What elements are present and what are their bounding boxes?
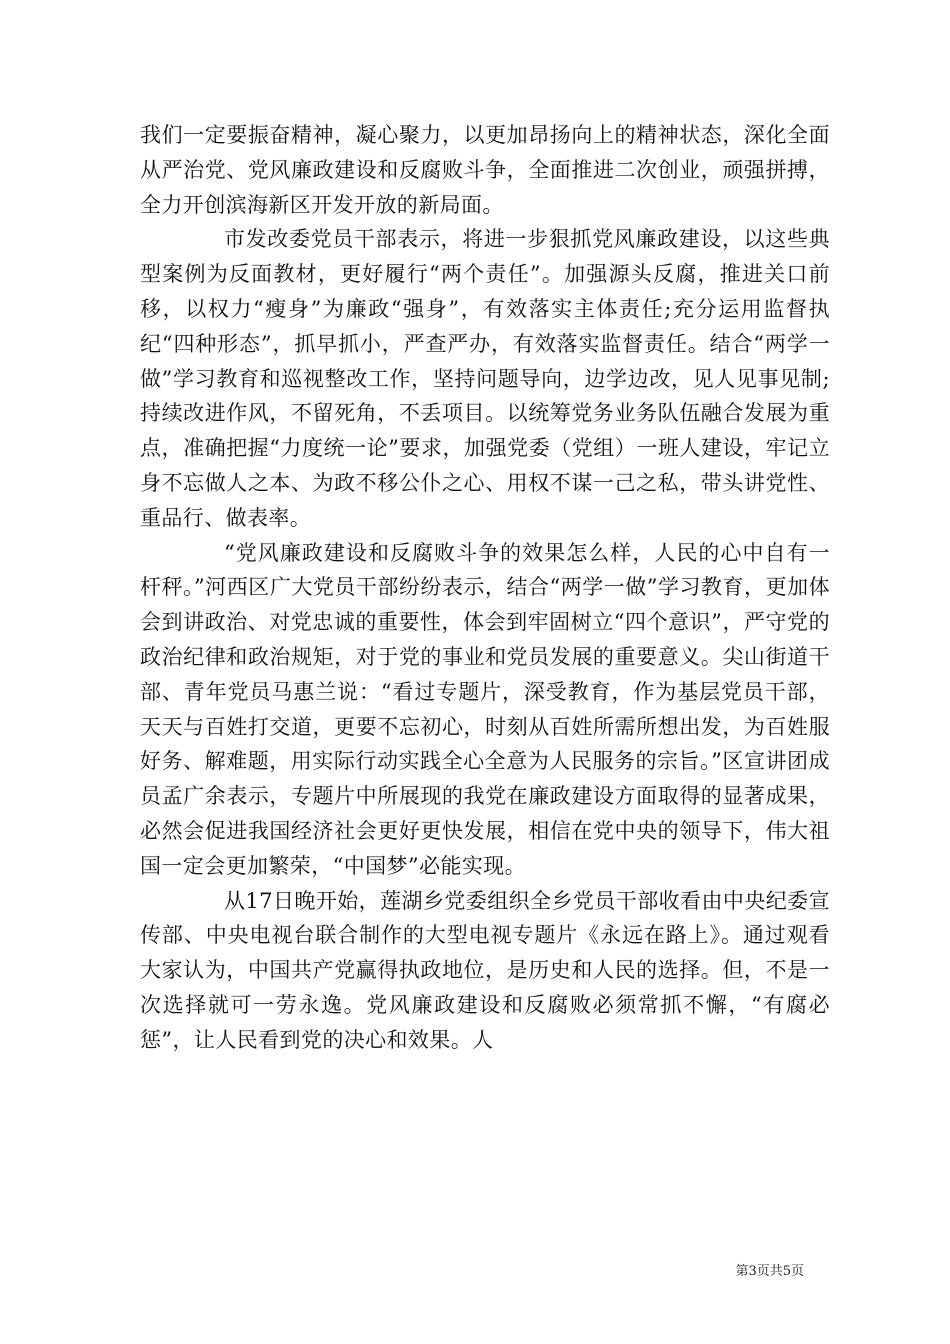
paragraph-3: “党风廉政建设和反腐败斗争的效果怎么样，人民的心中自有一杆秤。”河西区广大党员干部纷纷表示，结合“两学一做”学习教育，更加体会到讲政治、对党忠诚的重要性，体会到牢固树立“四个意识”，严守党的政治纪律和政治规矩，对于党的事业和党员发展的重要意义。尖山街道干部、青年党员马惠兰说：“看过专题片，深受教育，作为基层党员干部，天天与百姓打交道，更要不忘初心，时刻从百姓所需所想出发，为百姓服好务、解难题，用实际行动实践全心全意为人民服务的宗旨。”区宣讲团成员孟广余表示，专题片中所展现的我党在廉政建设方面取得的显著成果，必然会促进我国经济社会更好更快发展，相信在党中央的领导下，伟大祖国一定会更加繁荣，“中国梦”必能实现。 xyxy=(140,540,830,878)
paragraph-4: 从17日晚开始，莲湖乡党委组织全乡党员干部收看由中央纪委宣传部、中央电视台联合制作的大型电视专题片《永远在路上》。通过观看大家认为，中国共产党赢得执政地位，是历史和人民的选择。但，不是一次选择就可一劳永逸。党风廉政建设和反腐败必须常抓不懈，“有腐必惩”，让人民看到党的决心和效果。人 xyxy=(140,888,830,1052)
paragraph-2: 市发改委党员干部表示，将进一步狠抓党风廉政建设，以这些典型案例为反面教材，更好履行“两个责任”。加强源头反腐，推进关口前移，以权力“瘦身”为廉政“强身”，有效落实主体责任;充分运用监督执纪“四种形态”，抓早抓小，严查严办，有效落实监督责任。结合“两学一做”学习教育和巡视整改工作，坚持问题导向，边学边改，见人见事见制;持续改进作风，不留死角，不丢项目。以统筹党务业务队伍融合发展为重点，准确把握“力度统一论”要求，加强党委（党组）一班人建设，牢记立身不忘做人之本、为政不移公仆之心、用权不谋一己之私，带头讲党性、重品行、做表率。 xyxy=(140,227,830,530)
page-number-footer: 第3页共5页 xyxy=(735,1264,804,1279)
document-body xyxy=(140,118,830,1058)
paragraph-1: 我们一定要振奋精神，凝心聚力，以更加昂扬向上的精神状态，深化全面从严治党、党风廉政建设和反腐败斗争，全面推进二次创业，顽强拼搏，全力开创滨海新区开发开放的新局面。 xyxy=(140,123,830,217)
